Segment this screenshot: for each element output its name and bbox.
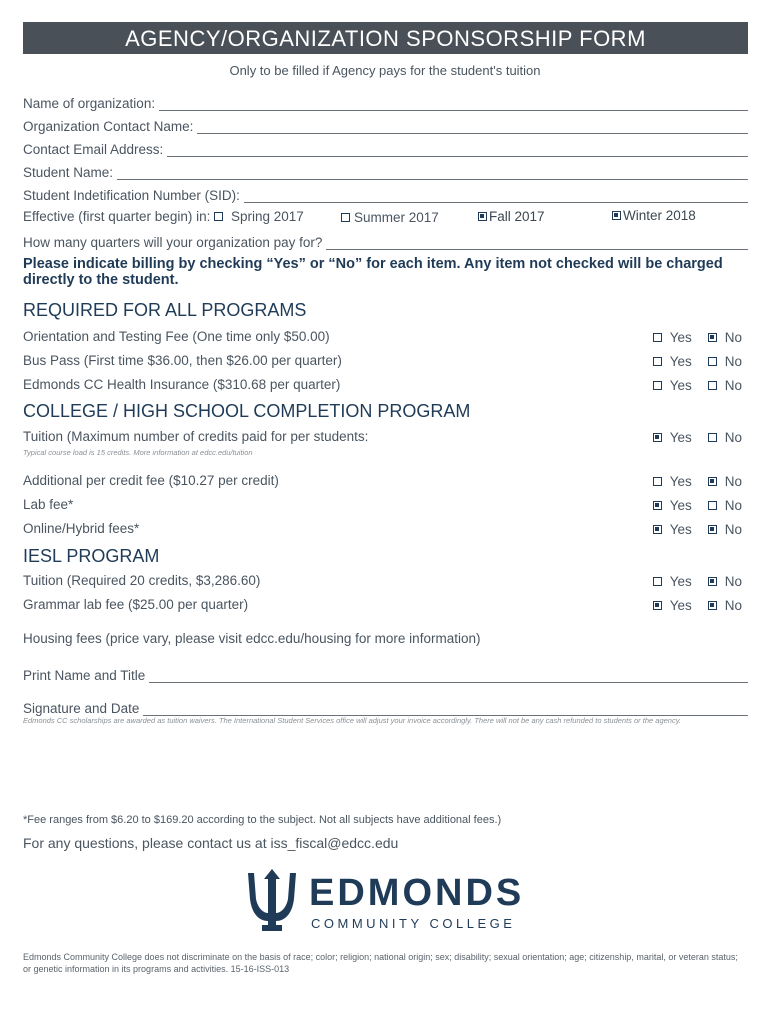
field-label: Organization Contact Name: — [23, 119, 194, 134]
no-label: No — [724, 498, 742, 513]
tuition-note: Typical course load is 15 credits. More information at edcc.edu/tuition — [23, 448, 253, 457]
yes-label: Yes — [669, 378, 692, 393]
item-online-hybrid-fees — [23, 521, 748, 539]
no-label: No — [724, 378, 742, 393]
item-label: Orientation and Testing Fee (One time only $50.00) — [23, 329, 330, 344]
yes-label: Yes — [669, 574, 692, 589]
field-label: Print Name and Title — [23, 668, 146, 683]
checkbox-icon[interactable] — [214, 212, 223, 221]
field-line[interactable] — [197, 119, 748, 134]
item-additional-credit-fee — [23, 473, 748, 491]
yes-checkbox-icon[interactable] — [653, 601, 662, 610]
item-label: Tuition (Maximum number of credits paid for per students: — [23, 429, 369, 444]
form-subtitle: Only to be filled if Agency pays for the student's tuition — [229, 63, 541, 78]
print-name-field[interactable] — [23, 663, 748, 683]
item-health-insurance — [23, 377, 748, 395]
yes-label: Yes — [669, 598, 692, 613]
nondiscrimination-footer: Edmonds Community College does not discriminate on the basis of race; color; religion; national origin; sex; disability; sexual orientation; age; citizenship, marital, or veteran status; or genetic information in its programs and activities. 15-16-ISS-013 — [23, 952, 738, 974]
no-checkbox-icon[interactable] — [708, 577, 717, 586]
item-iesl-tuition — [23, 573, 748, 591]
yes-no-group — [653, 498, 742, 513]
checkbox-checked-icon[interactable] — [612, 211, 621, 220]
yes-no-group — [653, 522, 742, 537]
trident-icon — [244, 869, 300, 931]
option-label: Spring 2017 — [231, 209, 304, 224]
yes-no-group — [653, 598, 742, 613]
item-label: Tuition (Required 20 credits, $3,286.60) — [23, 573, 261, 588]
no-label: No — [724, 330, 742, 345]
scholarship-note: Edmonds CC scholarships are awarded as tuition waivers. The International Student Services office will adjust your invoice accordingly. There will not be any cash refunded to students or the agency. — [23, 716, 681, 725]
checkbox-checked-icon[interactable] — [478, 212, 487, 221]
yes-label: Yes — [669, 498, 692, 513]
organization-name-field[interactable] — [23, 91, 748, 111]
yes-no-group — [653, 330, 742, 345]
yes-checkbox-icon[interactable] — [653, 357, 662, 366]
contact-line: For any questions, please contact us at iss_fiscal@edcc.edu — [23, 835, 399, 851]
field-line[interactable] — [244, 188, 748, 203]
checkbox-icon[interactable] — [341, 213, 350, 222]
yes-no-group — [653, 574, 742, 589]
no-label: No — [724, 574, 742, 589]
field-label: Student Indetification Number (SID): — [23, 188, 240, 203]
yes-checkbox-icon[interactable] — [653, 333, 662, 342]
no-label: No — [724, 430, 742, 445]
student-name-field[interactable] — [23, 160, 748, 180]
billing-instructions: Please indicate billing by checking “Yes” or “No” for each item. Any item not checked will be charged directly to the student. — [23, 256, 723, 288]
yes-no-group — [653, 354, 742, 369]
no-label: No — [724, 598, 742, 613]
yes-no-group — [653, 474, 742, 489]
no-checkbox-icon[interactable] — [708, 601, 717, 610]
item-college-tuition — [23, 429, 748, 447]
yes-label: Yes — [669, 330, 692, 345]
no-checkbox-icon[interactable] — [708, 433, 717, 442]
yes-label: Yes — [669, 354, 692, 369]
item-label: Lab fee* — [23, 497, 74, 512]
no-checkbox-icon[interactable] — [708, 381, 717, 390]
yes-checkbox-icon[interactable] — [653, 477, 662, 486]
no-checkbox-icon[interactable] — [708, 501, 717, 510]
field-line[interactable] — [117, 165, 748, 180]
item-grammar-lab-fee — [23, 597, 748, 615]
field-label: Name of organization: — [23, 96, 156, 111]
no-checkbox-icon[interactable] — [708, 333, 717, 342]
contact-email-field[interactable] — [23, 137, 748, 157]
item-label: Online/Hybrid fees* — [23, 521, 140, 536]
yes-no-group — [653, 430, 742, 445]
field-line[interactable] — [159, 96, 748, 111]
quarter-label: Effective (first quarter begin) in: — [23, 209, 211, 224]
housing-fees-note: Housing fees (price vary, please visit edcc.edu/housing for more information) — [23, 631, 481, 646]
option-summer-2017[interactable] — [341, 210, 439, 225]
student-id-field[interactable] — [23, 183, 748, 203]
item-label: Edmonds CC Health Insurance ($310.68 per quarter) — [23, 377, 341, 392]
yes-checkbox-icon[interactable] — [653, 433, 662, 442]
no-checkbox-icon[interactable] — [708, 477, 717, 486]
contact-name-field[interactable] — [23, 114, 748, 134]
field-line[interactable] — [149, 668, 748, 683]
yes-label: Yes — [669, 430, 692, 445]
field-label: How many quarters will your organization pay for? — [23, 235, 323, 250]
yes-checkbox-icon[interactable] — [653, 501, 662, 510]
section-title-iesl: IESL PROGRAM — [23, 546, 160, 566]
field-label: Student Name: — [23, 165, 114, 180]
no-checkbox-icon[interactable] — [708, 525, 717, 534]
no-label: No — [724, 354, 742, 369]
field-label: Signature and Date — [23, 701, 140, 716]
item-label: Additional per credit fee ($10.27 per credit) — [23, 473, 279, 488]
yes-checkbox-icon[interactable] — [653, 381, 662, 390]
option-label: Fall 2017 — [489, 209, 545, 224]
field-line[interactable] — [167, 142, 748, 157]
yes-label: Yes — [669, 522, 692, 537]
item-lab-fee — [23, 497, 748, 515]
section-title-required: REQUIRED FOR ALL PROGRAMS — [23, 300, 307, 320]
logo-subtitle: COMMUNITY COLLEGE — [311, 916, 516, 931]
logo-wordmark: EDMONDS — [309, 872, 525, 914]
yes-checkbox-icon[interactable] — [653, 525, 662, 534]
section-title-college: COLLEGE / HIGH SCHOOL COMPLETION PROGRAM — [23, 401, 471, 421]
option-spring-2017[interactable] — [214, 209, 304, 224]
no-label: No — [724, 474, 742, 489]
item-label: Bus Pass (First time $36.00, then $26.00 per quarter) — [23, 353, 342, 368]
field-label: Contact Email Address: — [23, 142, 164, 157]
option-label: Winter 2018 — [623, 208, 696, 223]
option-fall-2017[interactable] — [478, 209, 545, 224]
quarters-count-field[interactable] — [23, 230, 748, 250]
no-checkbox-icon[interactable] — [708, 357, 717, 366]
option-winter-2018[interactable] — [612, 208, 696, 223]
signature-field[interactable] — [23, 696, 748, 716]
item-label: Grammar lab fee ($25.00 per quarter) — [23, 597, 249, 612]
yes-checkbox-icon[interactable] — [653, 577, 662, 586]
option-label: Summer 2017 — [354, 210, 439, 225]
item-bus-pass — [23, 353, 748, 371]
no-label: No — [724, 522, 742, 537]
form-title: AGENCY/ORGANIZATION SPONSORSHIP FORM — [23, 22, 748, 54]
item-orientation-fee — [23, 329, 748, 347]
yes-label: Yes — [669, 474, 692, 489]
field-line[interactable] — [143, 701, 748, 716]
yes-no-group — [653, 378, 742, 393]
field-line[interactable] — [326, 235, 748, 250]
fee-range-note: *Fee ranges from $6.20 to $169.20 according to the subject. Not all subjects have additional fees.) — [23, 814, 502, 826]
